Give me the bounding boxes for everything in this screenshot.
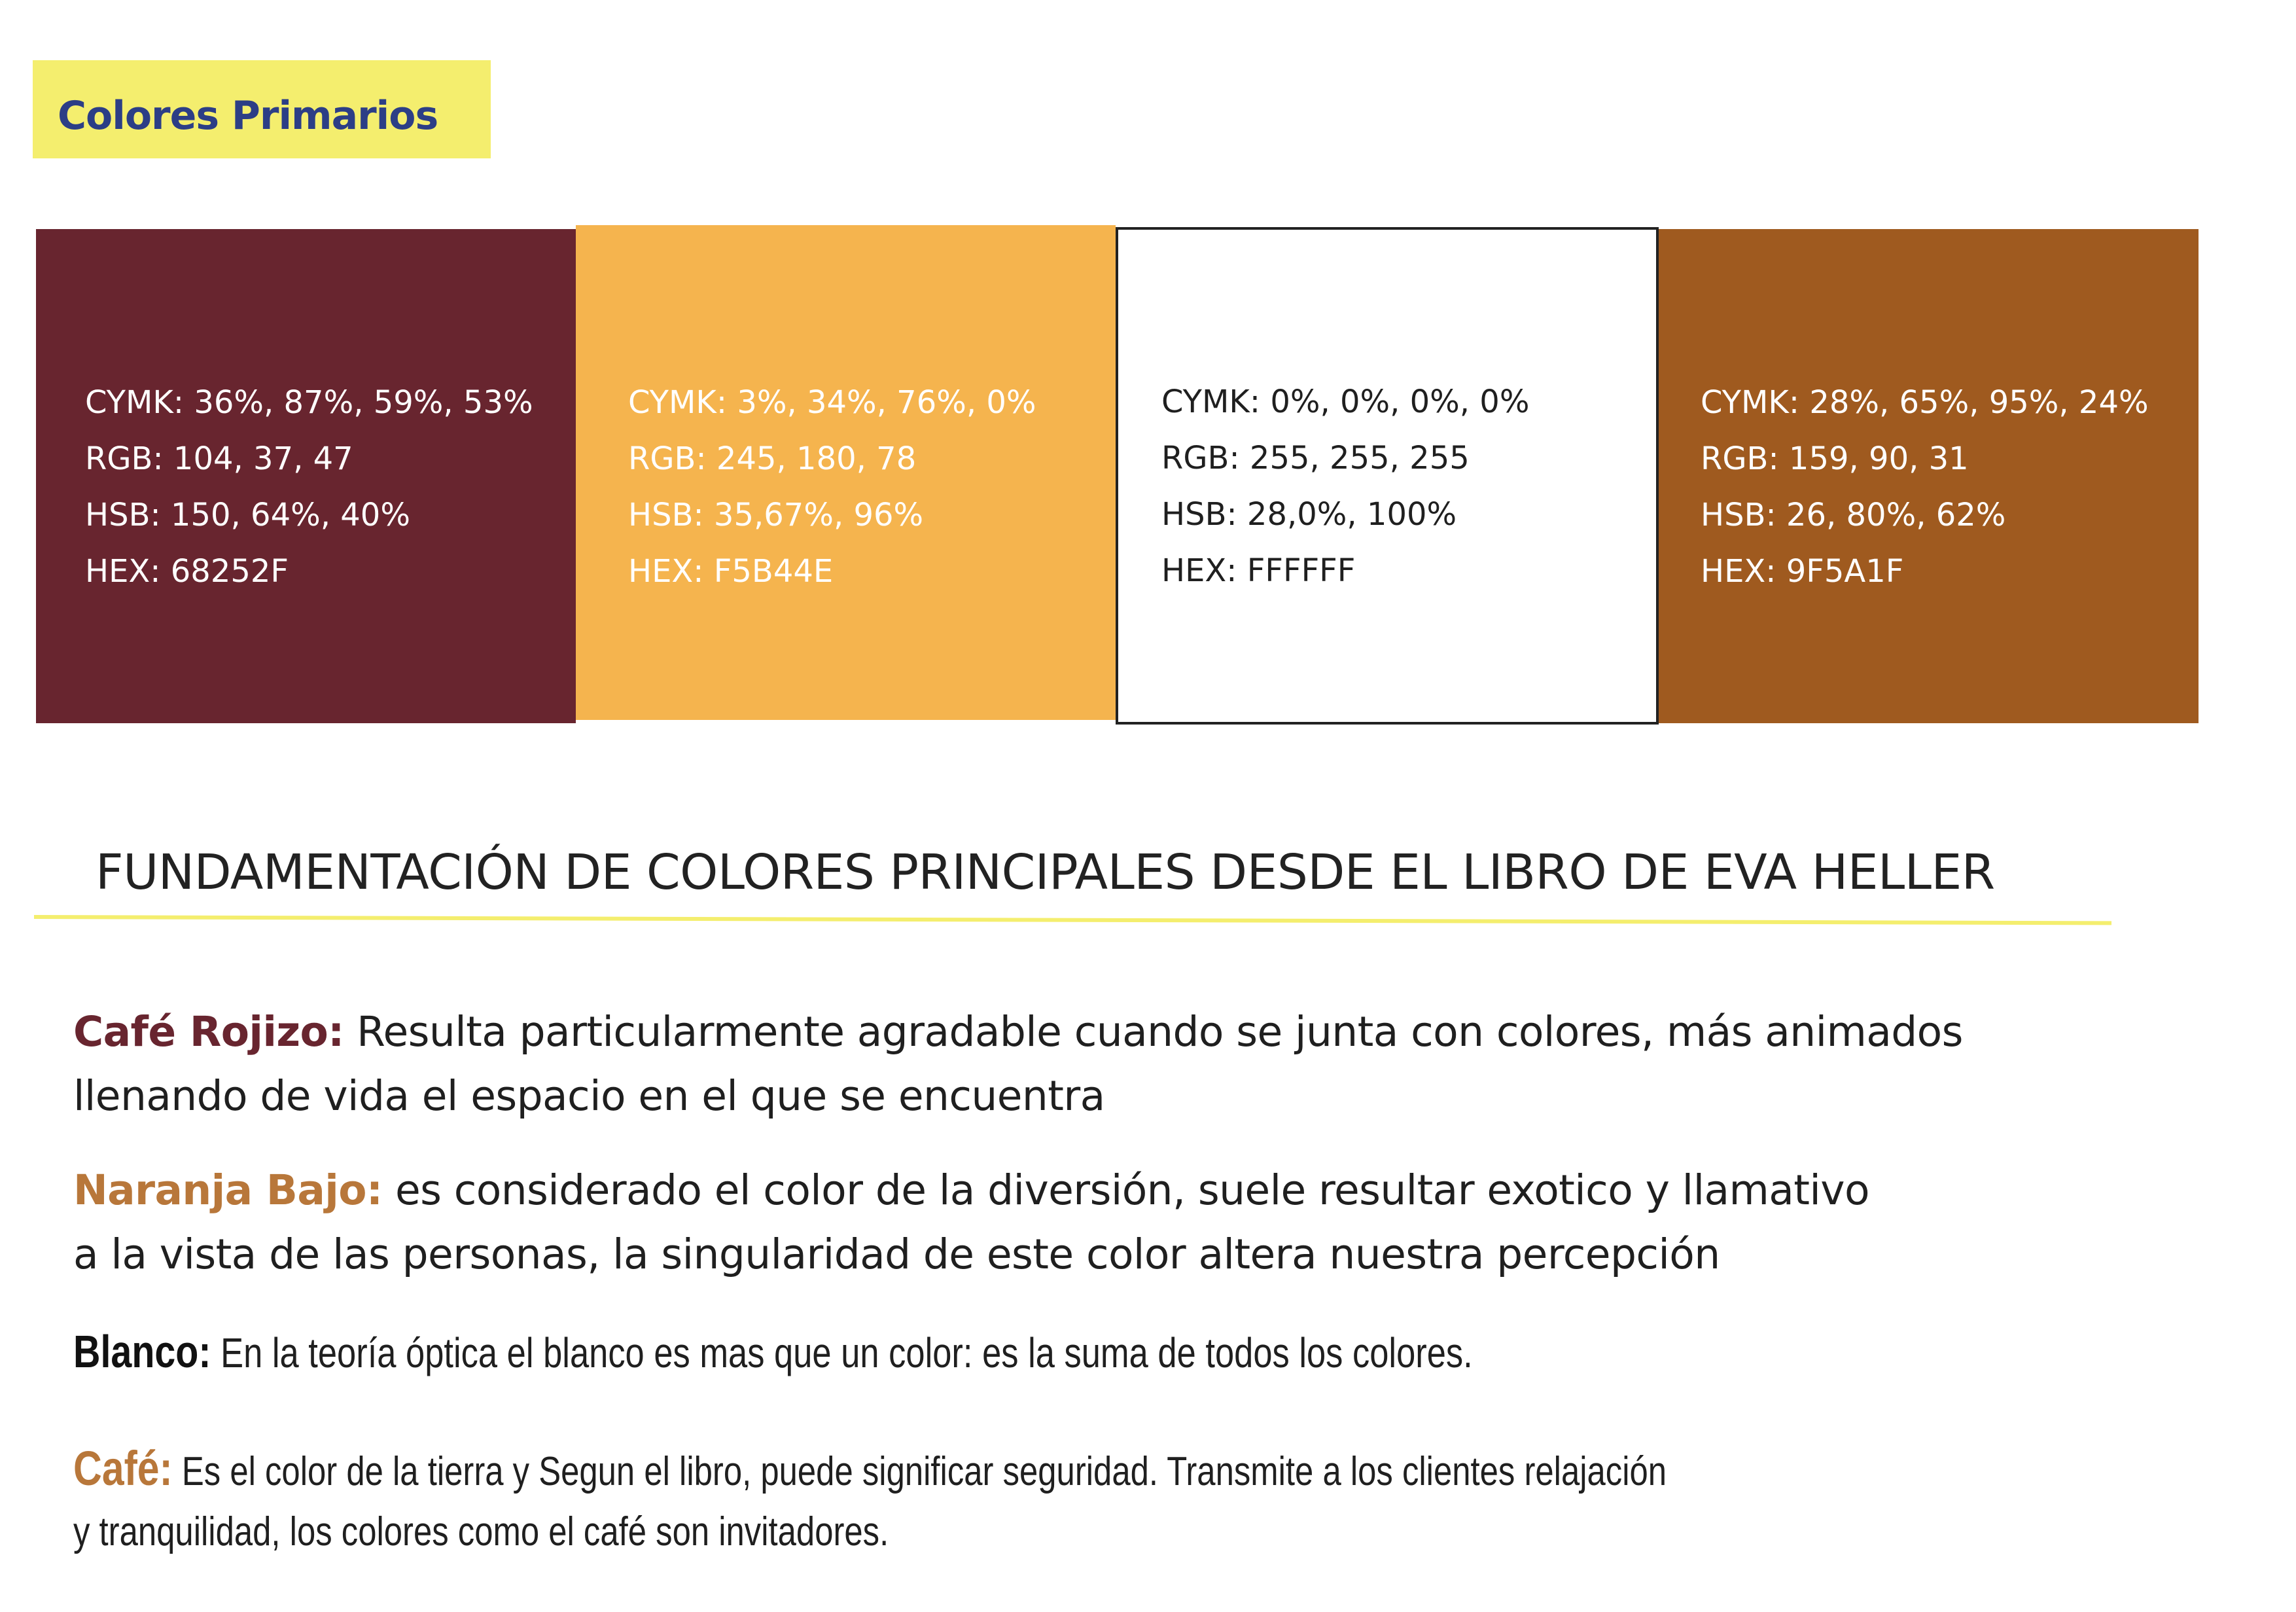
description-line: llenando de vida el espacio en el que se encuentra — [73, 1072, 1105, 1120]
description-blanco — [73, 1319, 1473, 1386]
swatch-hsb: HSB: 35,67%, 96% — [628, 497, 924, 533]
swatch-cymk: CYMK: 36%, 87%, 59%, 53% — [85, 384, 533, 421]
swatch-rgb: RGB: 159, 90, 31 — [1701, 440, 1969, 477]
swatch-values — [1701, 374, 2149, 600]
swatch-hsb: HSB: 26, 80%, 62% — [1701, 497, 2006, 533]
heading-underline — [34, 915, 2111, 925]
section-heading: FUNDAMENTACIÓN DE COLORES PRINCIPALES DESDE EL LIBRO DE EVA HELLER — [96, 844, 1995, 901]
description-text: es considerado el color de la diversión, suele resultar exotico y llamativo — [382, 1166, 1869, 1214]
description-naranja-bajo — [73, 1158, 1869, 1287]
description-line: y tranquilidad, los colores como el café son invitadores. — [73, 1509, 889, 1554]
page-title: Colores Primarios — [58, 93, 438, 139]
description-line — [73, 1439, 1667, 1502]
swatch-values — [85, 374, 533, 600]
swatch-hex: HEX: FFFFFF — [1161, 552, 1356, 589]
swatch-blanco — [1116, 227, 1659, 725]
description-line — [73, 1158, 1869, 1223]
description-cafe-rojizo — [73, 1000, 1963, 1128]
swatch-hsb: HSB: 28,0%, 100% — [1161, 496, 1457, 533]
description-line — [73, 1000, 1963, 1064]
description-text: En la teoría óptica el blanco es mas que un color: es la suma de todos los colores. — [211, 1329, 1473, 1376]
description-term: Café: — [73, 1441, 173, 1496]
swatch-rgb: RGB: 245, 180, 78 — [628, 440, 917, 477]
description-term: Café Rojizo: — [73, 1008, 344, 1056]
swatch-naranja-bajo — [576, 225, 1116, 720]
description-text: Resulta particularmente agradable cuando se junta con colores, más animados — [344, 1008, 1963, 1056]
swatch-values — [628, 374, 1036, 600]
swatch-hsb: HSB: 150, 64%, 40% — [85, 497, 410, 533]
swatch-values — [1161, 374, 1529, 599]
title-banner — [33, 60, 491, 158]
swatch-cymk: CYMK: 0%, 0%, 0%, 0% — [1161, 384, 1530, 420]
description-line: a la vista de las personas, la singularidad de este color altera nuestra percepción — [73, 1230, 1720, 1278]
description-term: Naranja Bajo: — [73, 1166, 383, 1214]
swatch-rgb: RGB: 104, 37, 47 — [85, 440, 353, 477]
description-term: Blanco: — [73, 1326, 211, 1377]
swatch-cymk: CYMK: 3%, 34%, 76%, 0% — [628, 384, 1036, 421]
swatch-hex: HEX: F5B44E — [628, 553, 834, 590]
swatch-rgb: RGB: 255, 255, 255 — [1161, 440, 1470, 476]
swatch-hex: HEX: 9F5A1F — [1701, 553, 1904, 590]
description-text: Es el color de la tierra y Segun el libro, puede significar seguridad. Transmite a los clientes relajación — [172, 1449, 1667, 1494]
description-cafe — [73, 1439, 1667, 1562]
swatch-cymk: CYMK: 28%, 65%, 95%, 24% — [1701, 384, 2149, 421]
description-line — [73, 1319, 1473, 1386]
swatch-cafe — [1659, 229, 2199, 723]
swatch-hex: HEX: 68252F — [85, 553, 289, 590]
swatch-cafe-rojizo — [36, 229, 576, 723]
